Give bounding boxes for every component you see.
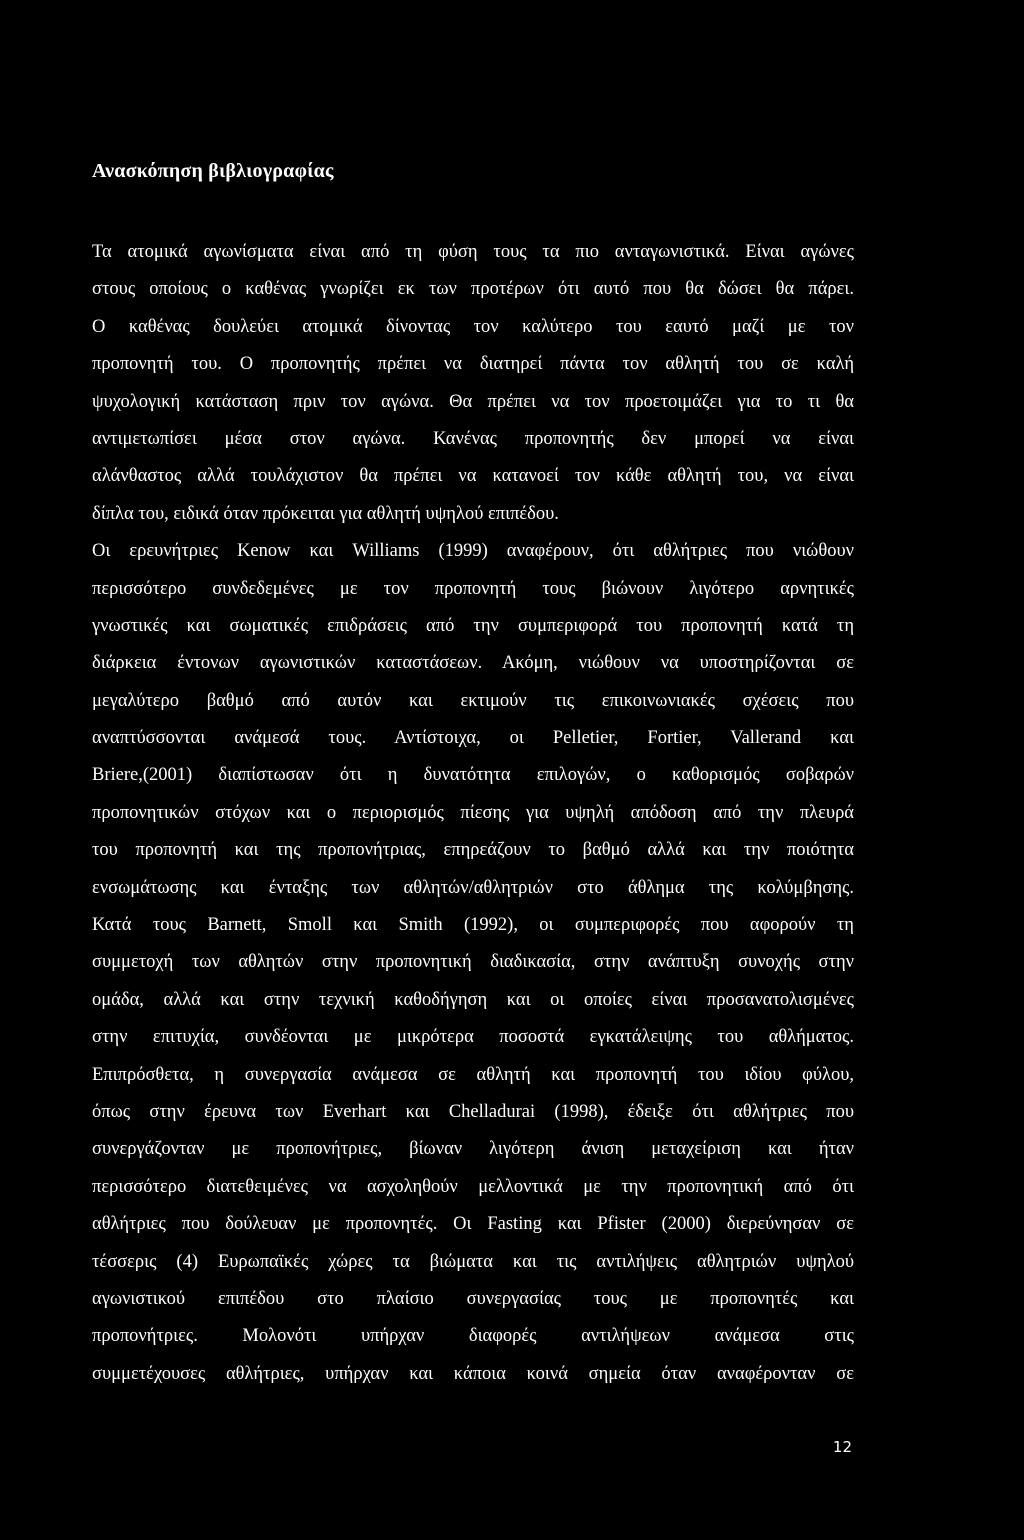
- text-line: ενσωμάτωσης και ένταξης των αθλητών/αθλητριών στο άθλημα της κολύμβησης.: [92, 877, 854, 898]
- text-line: μεγαλύτερο βαθμό από αυτόν και εκτιμούν τις επικοινωνιακές σχέσεις που: [92, 690, 854, 711]
- text-line: του προπονητή και της προπονήτριας, επηρεάζουν το βαθμό αλλά και την ποιότητα: [92, 840, 854, 861]
- text-line: αντιμετωπίσει μέσα στον αγώνα. Κανένας προπονητής δεν μπορεί να είναι: [92, 428, 854, 449]
- text-line: Οι ερευνήτριες Kenow και Williams (1999) αναφέρουν, ότι αθλήτριες που νιώθουν: [92, 541, 854, 562]
- text-line: Τα ατομικά αγωνίσματα είναι από τη φύση τους τα πιο ανταγωνιστικά. Είναι αγώνες: [92, 242, 854, 262]
- text-line: αλάνθαστος αλλά τουλάχιστον θα πρέπει να κατανοεί τον κάθε αθλητή του, να είναι: [92, 466, 854, 487]
- body-text: [92, 234, 854, 1393]
- text-line: αγωνιστικού επιπέδου στο πλαίσιο συνεργασίας τους με προπονητές και: [92, 1288, 854, 1309]
- text-line: Briere,(2001) διαπίστωσαν ότι η δυνατότητα επιλογών, ο καθορισμός σοβαρών: [92, 765, 854, 786]
- text-line: γνωστικές και σωματικές επιδράσεις από την συμπεριφορά του προπονητή κατά τη: [92, 615, 854, 636]
- text-line: προπονήτριες. Μολονότι υπήρχαν διαφορές αντιλήψεων ανάμεσα στις: [92, 1326, 854, 1347]
- section-heading: Ανασκόπηση βιβλιογραφίας: [92, 160, 334, 182]
- text-line: συμμετοχή των αθλητών στην προπονητική διαδικασία, στην ανάπτυξη συνοχής στην: [92, 952, 854, 973]
- text-line: Ο καθένας δουλεύει ατομικά δίνοντας τον καλύτερο του εαυτό μαζί με τον: [92, 316, 854, 337]
- text-line: ομάδα, αλλά και στην τεχνική καθοδήγηση και οι οποίες είναι προσανατολισμένες: [92, 989, 854, 1010]
- text-line: αναπτύσσονται ανάμεσά τους. Αντίστοιχα, οι Pelletier, Fortier, Vallerand και: [92, 728, 854, 749]
- text-line: περισσότερο διατεθειμένες να ασχοληθούν μελλοντικά με την προπονητική από ότι: [92, 1176, 854, 1197]
- text-line: περισσότερο συνδεδεμένες με τον προπονητή τους βιώνουν λιγότερο αρνητικές: [92, 578, 854, 599]
- text-line: δίπλα του, ειδικά όταν πρόκειται για αθλητή υψηλού επιπέδου.: [92, 503, 559, 524]
- text-line: όπως στην έρευνα των Everhart και Chelladurai (1998), έδειξε ότι αθλήτριες που: [92, 1101, 854, 1122]
- text-line: στους οποίους ο καθένας γνωρίζει εκ των προτέρων ότι αυτό που θα δώσει θα πάρει.: [92, 279, 854, 300]
- text-line: συνεργάζονταν με προπονήτριες, βίωναν λιγότερη άνιση μεταχείριση και ήταν: [92, 1139, 854, 1160]
- text-line: αθλήτριες που δούλευαν με προπονητές. Οι Fasting και Pfister (2000) διερεύνησαν σε: [92, 1214, 854, 1235]
- text-line: Κατά τους Barnett, Smoll και Smith (1992), οι συμπεριφορές που αφορούν τη: [92, 915, 854, 936]
- text-line: προπονητικών στόχων και ο περιορισμός πίεσης για υψηλή απόδοση από την πλευρά: [92, 802, 854, 823]
- text-line: ψυχολογική κατάσταση πριν τον αγώνα. Θα πρέπει να τον προετοιμάζει για το τι θα: [92, 391, 854, 412]
- page-number: 12: [832, 1438, 852, 1456]
- text-line: διάρκεια έντονων αγωνιστικών καταστάσεων. Ακόμη, νιώθουν να υποστηρίζονται σε: [92, 653, 854, 674]
- text-line: τέσσερις (4) Ευρωπαϊκές χώρες τα βιώματα και τις αντιλήψεις αθλητριών υψηλού: [92, 1251, 854, 1272]
- text-line: στην επιτυχία, συνδέονται με μικρότερα ποσοστά εγκατάλειψης του αθλήματος.: [92, 1027, 854, 1048]
- text-line: Επιπρόσθετα, η συνεργασία ανάμεσα σε αθλητή και προπονητή του ιδίου φύλου,: [92, 1064, 854, 1085]
- text-line: προπονητή του. Ο προπονητής πρέπει να διατηρεί πάντα τον αθλητή του σε καλή: [92, 354, 854, 375]
- text-line: συμμετέχουσες αθλήτριες, υπήρχαν και κάποια κοινά σημεία όταν αναφέρονταν σε: [92, 1363, 854, 1384]
